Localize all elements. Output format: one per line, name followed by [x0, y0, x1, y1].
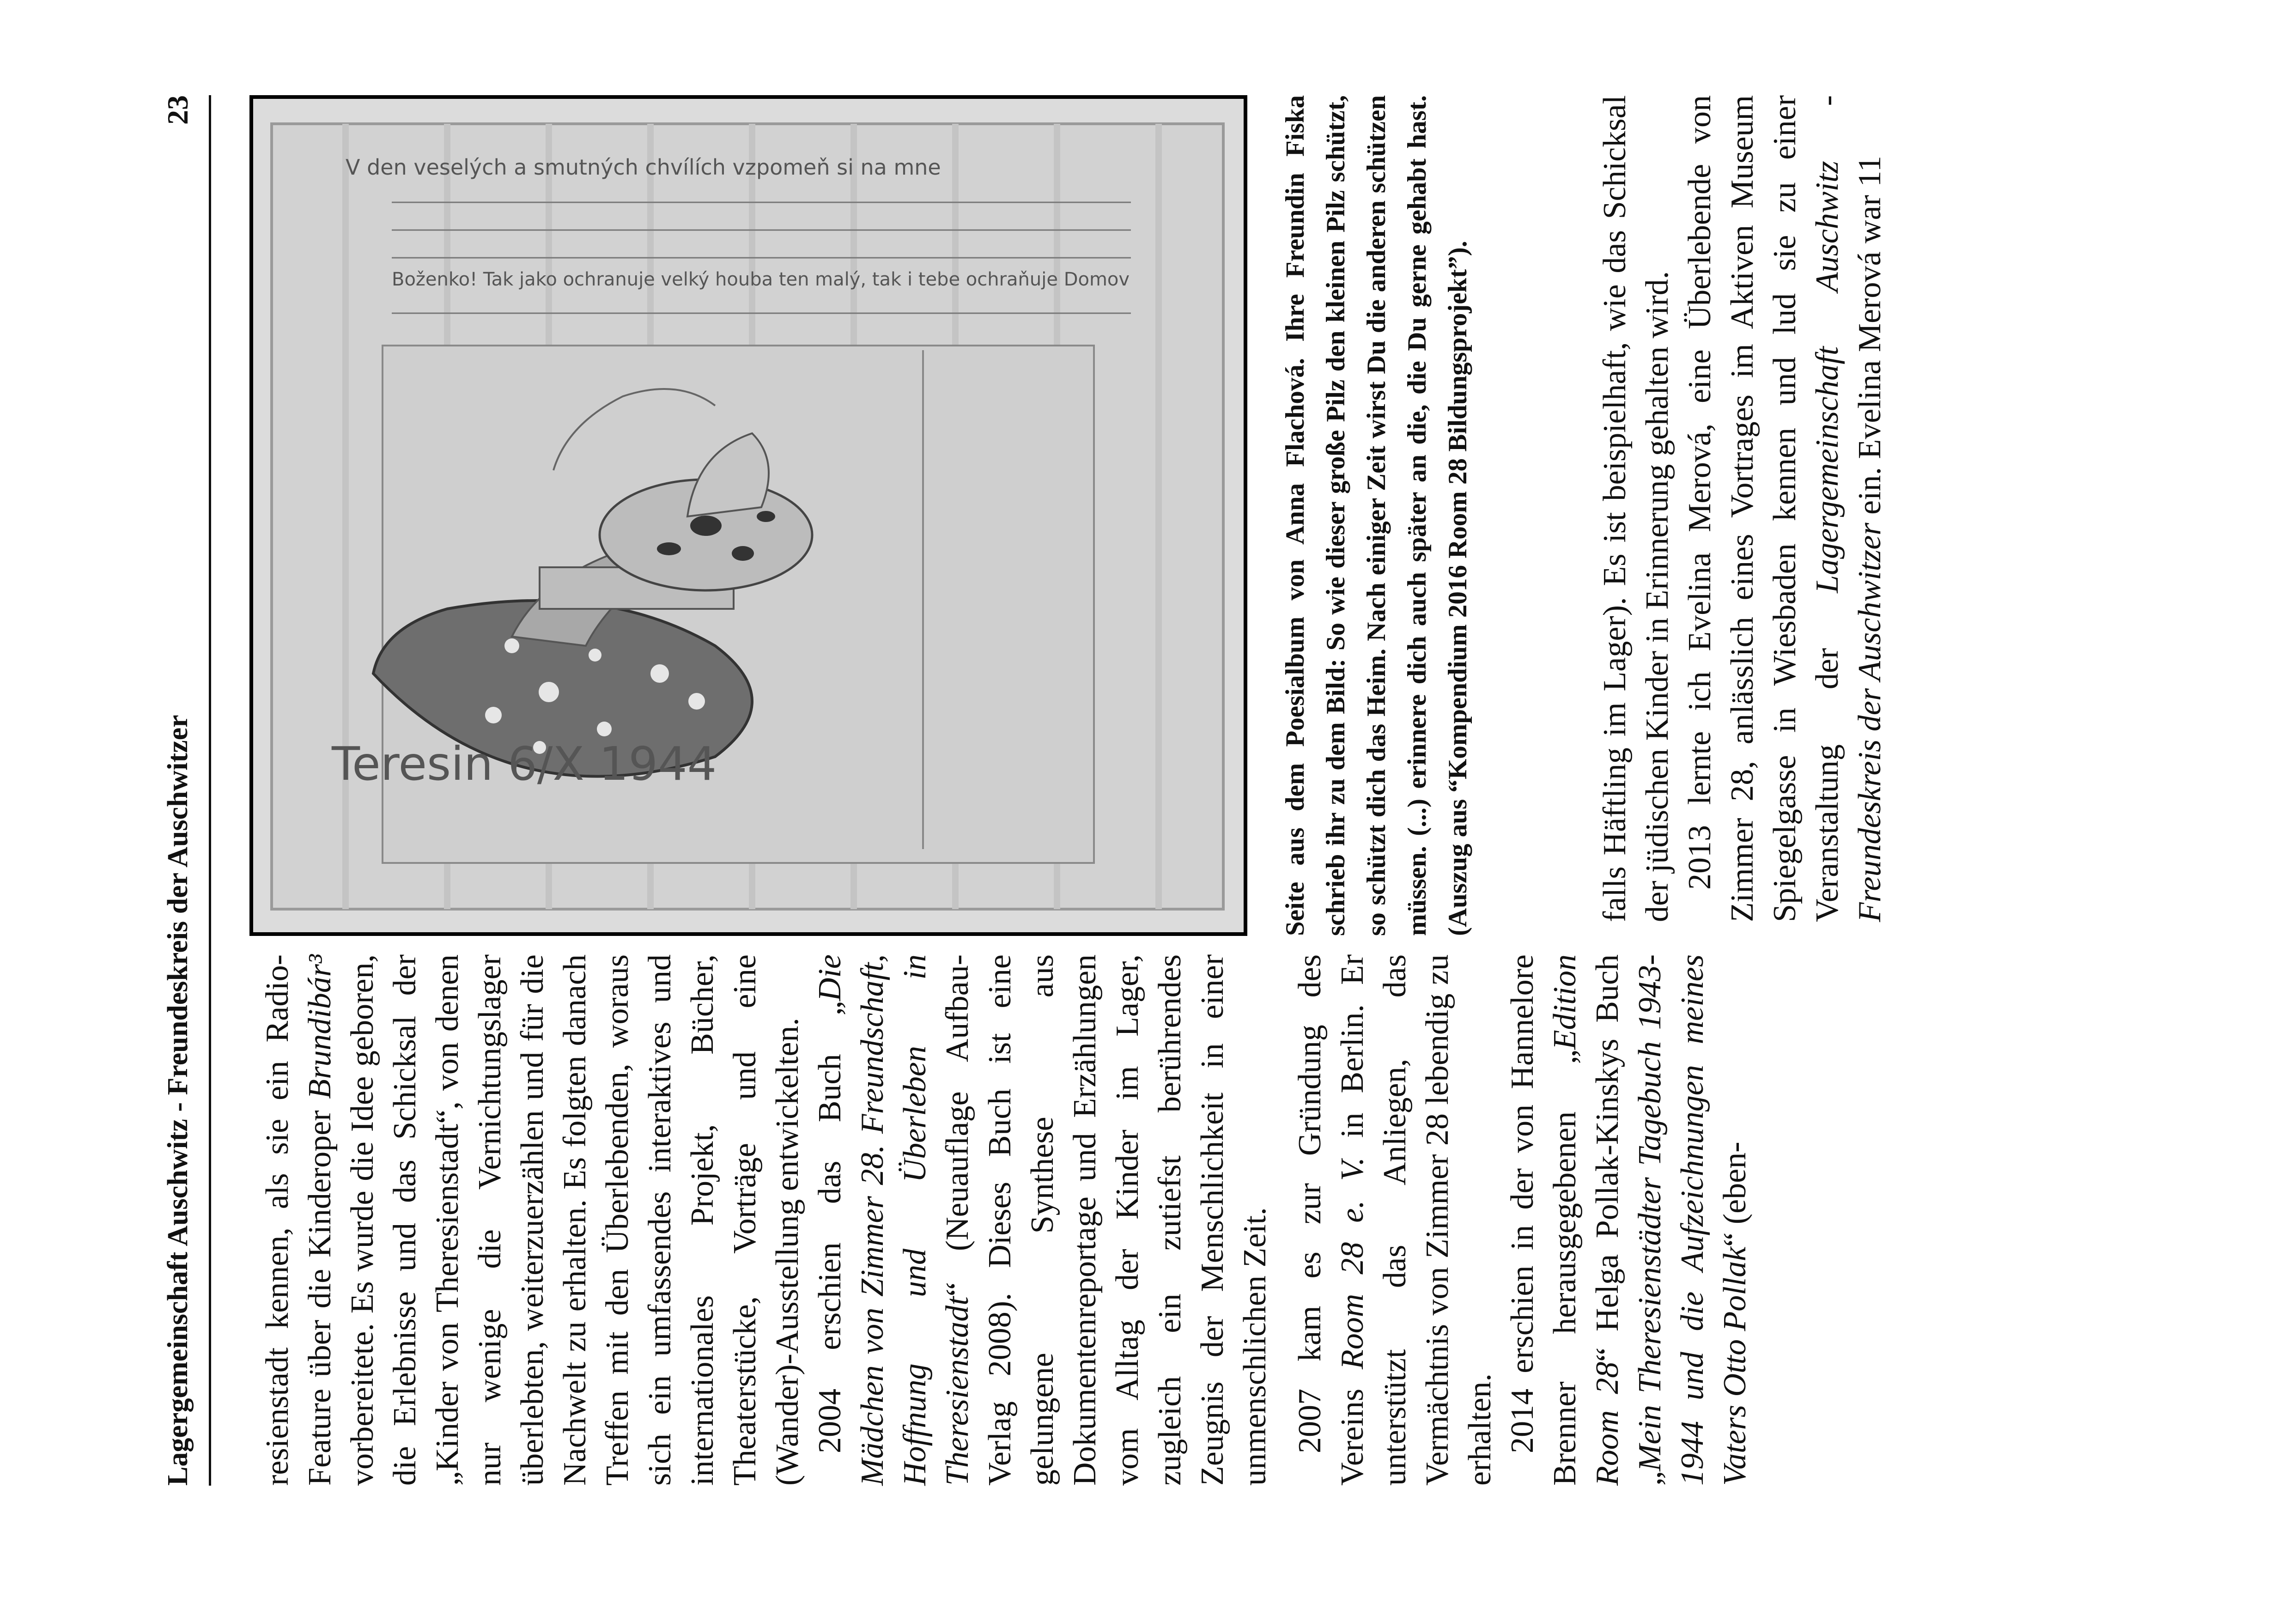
paragraph: falls Häftling im Lager). Es ist beispielhaft, wie das Schicksal der jüdischen Kinder in Erinnerung gehalten wird. [1597, 95, 1675, 922]
text-column-2 [1289, 954, 1756, 1486]
text-column-3 [1594, 95, 1891, 922]
paragraph: 2013 lernte ich Evelina Merová, eine Überlebende von Zimmer 28, anlässlich eines Vortrages im Aktiven Museum Spiegelgasse in Wiesbaden kennen und lud sie zu einer Veranstaltung der Lagergemeinschaft Auschwitz - Freundeskreis der Auschwitzer ein. Evelina Merová war 11 [1682, 95, 1888, 922]
handwriting-title: Teresin 6/X 1944 [332, 737, 717, 791]
poesiealbum-photo [249, 95, 1247, 936]
handwriting-bottom-line: V den veselých a smutných chvílích vzpomeň si na mne [346, 155, 941, 180]
header-rule [209, 95, 211, 1486]
page-number: 23 [161, 95, 194, 125]
running-header-title: Lagergemeinschaft Auschwitz - Freundeskreis der Auschwitzer [162, 715, 194, 1486]
handwriting-dedication: Boženko! Tak jako ochranuje velký houba ten malý, tak i tebe ochraňuje Domov [392, 269, 1130, 290]
paragraph: 2004 erschien das Buch „Die Mädchen von Zimmer 28. Freundschaft, Hoffnung und Überleben in Theresienstadt“ (Neuauflage Aufbau-Verlag 2008). Dieses Buch ist eine gelungene Synthese aus Dokumentenreportage und Erzählungen vom Alltag der Kinder im Lager, zugleich ein zutiefst berührendes Zeugnis der Menschlichkeit in einer unmenschlichen Zeit. [812, 954, 1273, 1486]
text-column-1 [256, 954, 1276, 1486]
photo-caption: Seite aus dem Poesialbum von Anna Flachová. Ihre Freundin Fiska schrieb ihr zu dem Bild: So wie dieser große Pilz den kleinen Pilz schützt, so schützt dich das Heim. Nach einiger Zeit wirst Du die anderen schützen müssen. (...) erinnere dich auch später an die, die Du gerne gehabt hast. (Auszug aus “Kompendium 2016 Room 28 Bildungsprojekt”). [1281, 95, 1472, 936]
paragraph: 2007 kam es zur Gründung des Vereins Room 28 e. V. in Berlin. Er unterstützt das Anliegen, das Vermächtnis von Zimmer 28 lebendig zu erhalten. [1292, 954, 1498, 1486]
paragraph: 2014 erschien in der von Hannelore Brenner herausgegebenen „Edition Room 28“ Helga Pollak-Kinskys Buch „Mein Theresienstädter Tagebuch 1943-1944 und die Aufzeichnungen meines Vaters Otto Pollak“ (eben- [1505, 954, 1753, 1486]
paragraph: resienstadt kennen, als sie ein Radio-Feature über die Kinderoper Brundibár³ vorbereitete. Es wurde die Idee geboren, die Erlebnisse und das Schicksal der „Kinder von Theresienstadt“, von denen nur wenige die Vernichtungslager überlebten, weiterzuerzählen und für die Nachwelt zu erhalten. Es folgten danach Treffen mit den Überlebenden, woraus sich ein umfassendes interaktives und internationales Projekt, Bücher, Theaterstücke, Vorträge und eine (Wander)-Ausstellung entwickelten. [260, 954, 805, 1486]
album-page-illustration [253, 99, 1244, 932]
